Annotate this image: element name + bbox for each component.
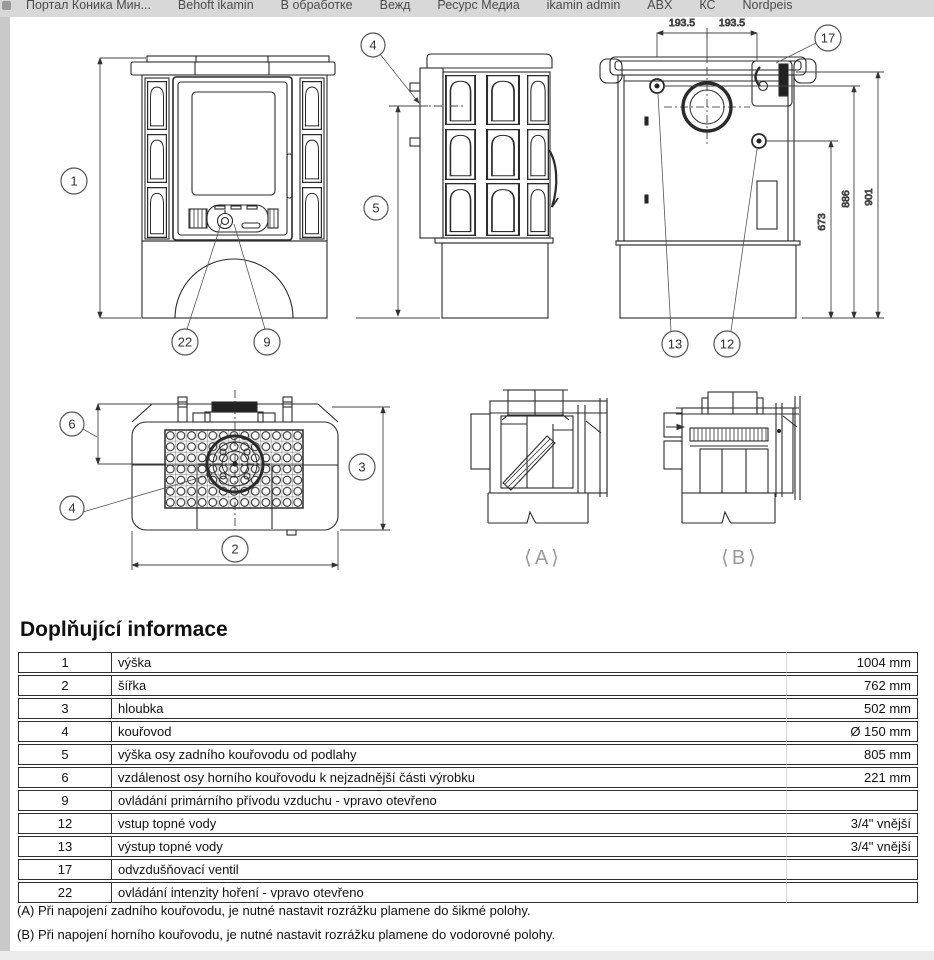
- callout-9-label: 9: [263, 334, 271, 350]
- row-description: výška osy zadního kouřovodu od podlahy: [112, 744, 787, 765]
- row-number: 1: [18, 652, 112, 673]
- row-number: 6: [18, 767, 112, 788]
- rear-flue-outlet: [664, 67, 750, 147]
- row-description: odvzdušňovací ventil: [112, 859, 787, 880]
- callout-3: [349, 454, 375, 480]
- table-row: [18, 744, 918, 765]
- row-value: 762 mm: [787, 675, 918, 696]
- bookmark-item[interactable]: ikamin admin: [546, 0, 621, 12]
- dim-673: 673: [816, 213, 828, 231]
- row-number: 9: [18, 790, 112, 811]
- table-row: [18, 882, 918, 903]
- row-description: kouřovod: [112, 721, 787, 742]
- footnote-b: (B) Při napojení horního kouřovodu, je nutné nastavit rozrážku plamene do vodorovné polohy.: [17, 927, 556, 942]
- row-number: 3: [18, 698, 112, 719]
- water-inlet-12: [752, 134, 766, 148]
- technical-drawings: [0, 17, 934, 602]
- row-value: 805 mm: [787, 744, 918, 765]
- callout-22: [172, 329, 198, 355]
- table-row: [18, 813, 918, 834]
- row-number: 4: [18, 721, 112, 742]
- bookmark-item[interactable]: КС: [699, 0, 716, 12]
- section-b-label: ⟨B⟩: [721, 547, 759, 569]
- row-number: 12: [18, 813, 112, 834]
- bottom-strip: [0, 951, 934, 960]
- callout-1: [61, 168, 87, 194]
- side-view-callouts: [361, 33, 419, 220]
- row-value: [787, 790, 918, 811]
- section-b-drawing: [664, 392, 800, 523]
- table-row: [18, 675, 918, 696]
- row-number: 17: [18, 859, 112, 880]
- row-description: šířka: [112, 675, 787, 696]
- bookmark-item[interactable]: Вежд: [379, 0, 411, 12]
- callout-2: [222, 536, 248, 562]
- callout-4-top: [60, 496, 84, 520]
- row-value: 3/4" vnější: [787, 836, 918, 857]
- callout-12-label: 12: [719, 336, 735, 352]
- row-value: 3/4" vnější: [787, 813, 918, 834]
- callout-4-side-label: 4: [369, 37, 377, 53]
- row-description: ovládání intenzity hoření - vpravo otevřeno: [112, 882, 787, 903]
- callout-4-side: [361, 33, 385, 57]
- bookmark-item[interactable]: Nordpeis: [742, 0, 793, 12]
- top-view-drawing: [132, 390, 338, 535]
- row-number: 5: [18, 744, 112, 765]
- row-value: 1004 mm: [787, 652, 918, 673]
- dim-193-5-right: 193.5: [718, 17, 746, 29]
- bookmark-item[interactable]: В обработке: [280, 0, 353, 12]
- additional-info-table: [18, 650, 918, 905]
- callout-2-label: 2: [231, 541, 239, 557]
- row-description: výška: [112, 652, 787, 673]
- rear-view-drawing: [600, 57, 816, 318]
- row-number: 2: [18, 675, 112, 696]
- bookmark-item[interactable]: Портал Коника Мин...: [26, 0, 151, 12]
- bookmark-item[interactable]: Behoft ikamin: [177, 0, 254, 12]
- table-row: [18, 859, 918, 880]
- row-value: 221 mm: [787, 767, 918, 788]
- callout-13-label: 13: [667, 336, 683, 352]
- bookmark-item[interactable]: Ресурс Медиа: [437, 0, 520, 12]
- section-a-label: ⟨A⟩: [524, 547, 562, 569]
- callout-22-label: 22: [177, 334, 193, 350]
- callout-17-label: 17: [820, 30, 836, 46]
- callout-3-label: 3: [358, 459, 366, 475]
- row-description: ovládání primárního přívodu vzduchu - vpravo otevřeno: [112, 790, 787, 811]
- row-description: vstup topné vody: [112, 813, 787, 834]
- row-description: vzdálenost osy horního kouřovodu k nejzadnější části výrobku: [112, 767, 787, 788]
- dim-193-5-left: 193.5: [668, 17, 696, 29]
- front-view-drawing: [131, 56, 335, 318]
- callout-17: [815, 25, 841, 51]
- browser-bookmarks-bar: [0, 0, 934, 17]
- row-number: 13: [18, 836, 112, 857]
- row-number: 22: [18, 882, 112, 903]
- callout-5-label: 5: [372, 200, 380, 216]
- table-row: [18, 767, 918, 788]
- table-row: [18, 698, 918, 719]
- footnote-a: (A) Při napojení zadního kouřovodu, je nutné nastavit rozrážku plamene do šikmé polohy.: [17, 903, 531, 918]
- footnotes: [17, 903, 555, 951]
- dim-901: 901: [863, 188, 875, 206]
- callout-6-label: 6: [68, 416, 76, 432]
- callout-12: [714, 331, 740, 357]
- callout-4-top-label: 4: [68, 500, 76, 516]
- table-row: [18, 836, 918, 857]
- callout-6: [60, 412, 84, 436]
- callout-9: [254, 329, 280, 355]
- row-value: [787, 859, 918, 880]
- dim-886: 886: [840, 190, 852, 208]
- row-value: [787, 882, 918, 903]
- row-value: 502 mm: [787, 698, 918, 719]
- table-row: [18, 721, 918, 742]
- section-a-drawing: [471, 390, 607, 523]
- row-description: výstup topné vody: [112, 836, 787, 857]
- callout-1-label: 1: [70, 173, 78, 189]
- section-title: Doplňující informace: [20, 618, 228, 641]
- callout-13: [662, 331, 688, 357]
- table-row: [18, 652, 918, 673]
- callout-5: [364, 196, 388, 220]
- rear-view-dimensions: [657, 17, 884, 318]
- row-value: Ø 150 mm: [787, 721, 918, 742]
- vent-valve-17: [752, 61, 792, 106]
- bookmark-item[interactable]: ABX: [647, 0, 673, 12]
- row-description: hloubka: [112, 698, 787, 719]
- air-control-panel: [189, 205, 278, 232]
- front-view-dimension-1: [100, 58, 146, 318]
- side-view-drawing: [410, 54, 558, 318]
- favicon-icon: [2, 1, 11, 10]
- front-view-callouts: [61, 168, 280, 355]
- table-row: [18, 790, 918, 811]
